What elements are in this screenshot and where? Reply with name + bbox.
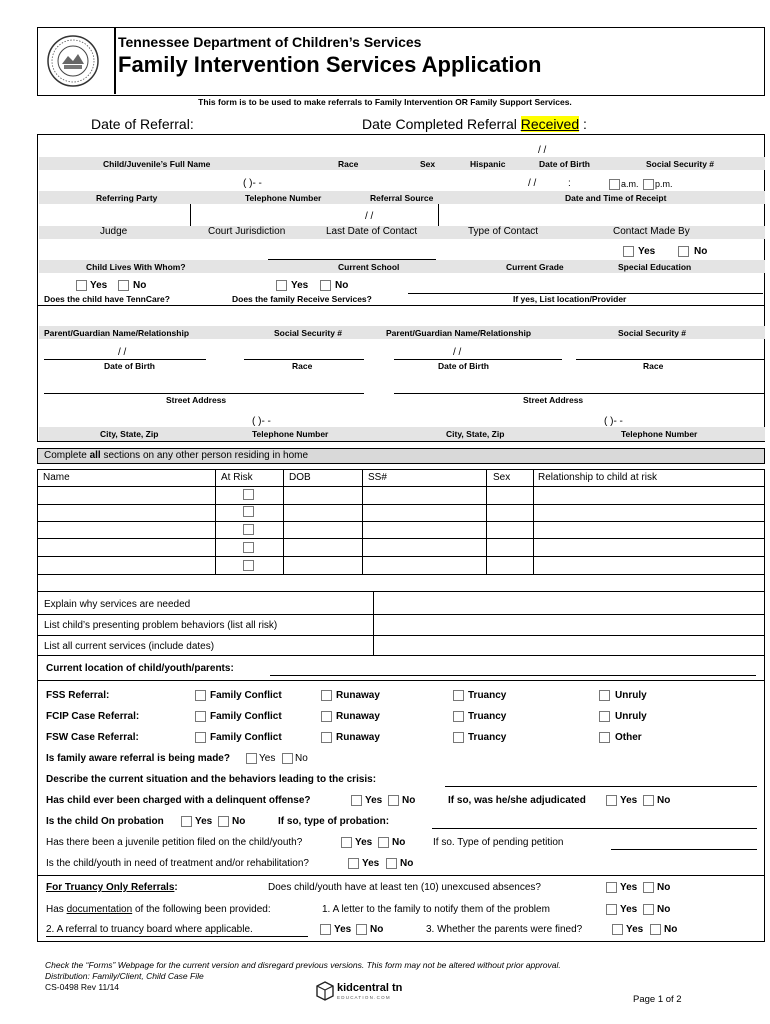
fcip-runaway-checkbox[interactable] <box>321 711 332 722</box>
behaviors-label: List child’s presenting problem behaviors (list all risk) <box>44 620 278 631</box>
page-number: Page 1 of 2 <box>633 994 682 1005</box>
household-caption: Complete all sections on any other person residing in home <box>44 450 309 461</box>
absences-no-label: No <box>657 882 671 893</box>
type-contact-label: Type of Contact <box>468 226 539 237</box>
form-title: Family Intervention Services Application <box>118 52 542 77</box>
at-risk-checkbox-4[interactable] <box>243 542 254 553</box>
fined-yes-label: Yes <box>626 924 644 935</box>
col-dob: DOB <box>289 472 311 483</box>
family-services-yes-label: Yes <box>291 280 309 291</box>
fsw-other-label: Other <box>615 732 642 743</box>
family-aware-no-label: No <box>295 753 308 764</box>
petition-yes-label: Yes <box>355 837 373 848</box>
probation-yes-label: Yes <box>195 816 213 827</box>
kidcentral-cube-icon <box>316 981 334 1001</box>
fined-no-checkbox[interactable] <box>650 924 661 935</box>
fcip-unruly-label: Unruly <box>615 711 647 722</box>
state-seal-icon <box>46 34 100 88</box>
pm-label: p.m. <box>655 179 673 189</box>
contact-made-by-label: Contact Made By <box>613 226 690 237</box>
tenncare-yes-checkbox[interactable] <box>76 280 87 291</box>
tenncare-no-checkbox[interactable] <box>118 280 129 291</box>
last-contact-slashes: / / <box>365 211 374 222</box>
date-time-receipt-label: Date and Time of Receipt <box>565 193 667 203</box>
probation-no-label: No <box>232 816 246 827</box>
kidcentral-logo-subtext: E D U C A T I O N . C O M <box>337 995 390 1000</box>
form-header <box>37 27 765 96</box>
child-info-section <box>37 134 765 442</box>
fsw-runaway-checkbox[interactable] <box>321 732 332 743</box>
child-full-name-label: Child/Juvenile’s Full Name <box>103 159 211 169</box>
treatment-yes-label: Yes <box>362 858 380 869</box>
col-name: Name <box>43 472 70 483</box>
date-completed-label: Date Completed Referral Received : <box>362 116 587 132</box>
fsw-referral-label: FSW Case Referral: <box>46 732 139 743</box>
fss-runaway-checkbox[interactable] <box>321 690 332 701</box>
fsw-family-conflict-checkbox[interactable] <box>195 732 206 743</box>
adjudicated-yes-checkbox[interactable] <box>606 795 617 806</box>
board-no-label: No <box>370 924 384 935</box>
family-services-label: Does the family Receive Services? <box>232 294 372 304</box>
board-yes-label: Yes <box>334 924 352 935</box>
special-ed-no-checkbox[interactable] <box>678 246 689 257</box>
tenncare-no-label: No <box>133 280 147 291</box>
col-at-risk: At Risk <box>221 472 253 483</box>
probation-label: Is the child On probation <box>46 816 164 827</box>
footer-distribution: Distribution: Family/Client, Child Case File <box>45 971 204 981</box>
documentation-label: Has documentation of the following been provided: <box>46 904 271 915</box>
parent2-name-label: Parent/Guardian Name/Relationship <box>386 328 532 338</box>
at-risk-checkbox-5[interactable] <box>243 560 254 571</box>
current-location-label: Current location of child/youth/parents: <box>46 663 234 674</box>
am-label: a.m. <box>621 179 639 189</box>
receipt-time-colon: : <box>568 178 571 189</box>
table-row <box>37 538 765 539</box>
sex-label: Sex <box>420 159 436 169</box>
petition-no-label: No <box>392 837 406 848</box>
letter-yes-checkbox[interactable] <box>606 904 617 915</box>
referral-section <box>37 656 765 942</box>
fsw-truancy-label: Truancy <box>468 732 507 743</box>
fss-family-conflict-label: Family Conflict <box>210 690 282 701</box>
parent2-phone-mask: ( )- - <box>604 416 623 427</box>
dob-label: Date of Birth <box>539 159 590 169</box>
household-caption-bar <box>37 448 765 464</box>
col-ssn: SS# <box>368 472 387 483</box>
special-ed-yes-checkbox[interactable] <box>623 246 634 257</box>
board-no-checkbox[interactable] <box>356 924 367 935</box>
letter-no-checkbox[interactable] <box>643 904 654 915</box>
absences-label: Does child/youth have at least ten (10) unexcused absences? <box>268 882 541 893</box>
charged-yes-checkbox[interactable] <box>351 795 362 806</box>
fss-truancy-label: Truancy <box>468 690 507 701</box>
petition-type-label: If so. Type of pending petition <box>433 837 564 848</box>
lives-with-label: Child Lives With Whom? <box>86 262 186 272</box>
charged-label: Has child ever been charged with a delinquent offense? <box>46 795 311 806</box>
parent1-dob-slashes: / / <box>118 347 127 358</box>
parent2-ssn-label: Social Security # <box>618 328 687 338</box>
fcip-runaway-label: Runaway <box>336 711 380 722</box>
petition-no-checkbox[interactable] <box>378 837 389 848</box>
table-row <box>37 504 765 505</box>
form-code: CS-0498 Rev 11/14 <box>45 982 120 992</box>
explain-section <box>37 591 765 656</box>
fcip-family-conflict-checkbox[interactable] <box>195 711 206 722</box>
charged-yes-label: Yes <box>365 795 383 806</box>
family-services-no-label: No <box>335 280 349 291</box>
board-yes-checkbox[interactable] <box>320 924 331 935</box>
referring-party-label: Referring Party <box>96 193 158 203</box>
tenncare-yes-label: Yes <box>90 280 108 291</box>
phone-mask: ( )- - <box>243 178 262 189</box>
special-ed-label: Special Education <box>618 262 692 272</box>
date-completed-field[interactable] <box>320 116 660 135</box>
charged-no-checkbox[interactable] <box>388 795 399 806</box>
fsw-truancy-checkbox[interactable] <box>453 732 464 743</box>
current-school-label: Current School <box>338 262 400 272</box>
absences-yes-label: Yes <box>620 882 638 893</box>
petition-yes-checkbox[interactable] <box>341 837 352 848</box>
kidcentral-logo <box>316 981 426 1005</box>
describe-label: Describe the current situation and the behaviors leading to the crisis: <box>46 774 377 785</box>
fsw-other-checkbox[interactable] <box>599 732 610 743</box>
treatment-no-checkbox[interactable] <box>386 858 397 869</box>
table-row <box>37 574 765 575</box>
col-sex: Sex <box>493 472 511 483</box>
parent1-race-label: Race <box>292 361 313 371</box>
date-of-referral-field[interactable] <box>45 116 261 135</box>
family-services-no-checkbox[interactable] <box>320 280 331 291</box>
adjudicated-label: If so, was he/she adjudicated <box>448 795 586 806</box>
fss-unruly-label: Unruly <box>615 690 647 701</box>
charged-no-label: No <box>402 795 416 806</box>
fsw-family-conflict-label: Family Conflict <box>210 732 282 743</box>
footer-notice: Check the “Forms” Webpage for the current version and disregard previous versions. This form may not be altered without prior approval. <box>45 960 561 970</box>
referral-source-label: Referral Source <box>370 193 434 203</box>
explain-why-label: Explain why services are needed <box>44 599 191 610</box>
fined-label: 3. Whether the parents were fined? <box>426 924 583 935</box>
parent2-city-label: City, State, Zip <box>446 429 505 439</box>
treatment-no-label: No <box>400 858 414 869</box>
absences-yes-checkbox[interactable] <box>606 882 617 893</box>
fss-runaway-label: Runaway <box>336 690 380 701</box>
probation-type-label: If so, type of probation: <box>278 816 390 827</box>
parent2-dob-label: Date of Birth <box>438 361 489 371</box>
probation-no-checkbox[interactable] <box>218 816 229 827</box>
kidcentral-logo-text: kidcentral tn <box>337 982 403 994</box>
parent1-phone-label: Telephone Number <box>252 429 329 439</box>
special-ed-yes-label: Yes <box>638 246 656 257</box>
fcip-family-conflict-label: Family Conflict <box>210 711 282 722</box>
form-subtitle: This form is to be used to make referrals to Family Intervention OR Family Support Services. <box>198 97 572 107</box>
treatment-label: Is the child/youth in need of treatment and/or rehabilitation? <box>46 858 309 869</box>
table-row <box>37 556 765 557</box>
pm-checkbox[interactable] <box>643 179 654 190</box>
am-checkbox[interactable] <box>609 179 620 190</box>
current-grade-label: Current Grade <box>506 262 564 272</box>
at-risk-checkbox-2[interactable] <box>243 506 254 517</box>
dob-slashes: / / <box>538 145 547 156</box>
family-aware-label: Is family aware referral is being made? <box>46 753 230 764</box>
parent1-dob-label: Date of Birth <box>104 361 155 371</box>
family-aware-no-checkbox[interactable] <box>282 753 293 764</box>
hispanic-label: Hispanic <box>470 159 506 169</box>
letter-label: 1. A letter to the family to notify them of the problem <box>322 904 550 915</box>
adjudicated-yes-label: Yes <box>620 795 638 806</box>
table-row <box>37 521 765 522</box>
fss-referral-label: FSS Referral: <box>46 690 110 701</box>
parent1-street-label: Street Address <box>166 395 227 405</box>
date-of-referral-label: Date of Referral: <box>91 116 194 132</box>
parent2-phone-label: Telephone Number <box>621 429 698 439</box>
letter-no-label: No <box>657 904 671 915</box>
receipt-date-slashes: / / <box>528 178 537 189</box>
last-date-contact-label: Last Date of Contact <box>326 226 418 237</box>
court-jurisdiction-label: Court Jurisdiction <box>208 226 286 237</box>
current-services-label: List all current services (include dates) <box>44 641 215 652</box>
ssn-label: Social Security # <box>646 159 715 169</box>
family-services-yes-checkbox[interactable] <box>276 280 287 291</box>
probation-yes-checkbox[interactable] <box>181 816 192 827</box>
fcip-truancy-checkbox[interactable] <box>453 711 464 722</box>
fss-family-conflict-checkbox[interactable] <box>195 690 206 701</box>
parent1-phone-mask: ( )- - <box>252 416 271 427</box>
tenncare-label: Does the child have TennCare? <box>44 294 170 304</box>
judge-label: Judge <box>100 226 128 237</box>
household-table <box>37 464 765 591</box>
telephone-label: Telephone Number <box>245 193 322 203</box>
parent2-street-label: Street Address <box>523 395 584 405</box>
race-label: Race <box>338 159 359 169</box>
absences-no-checkbox[interactable] <box>643 882 654 893</box>
family-aware-yes-checkbox[interactable] <box>246 753 257 764</box>
fcip-unruly-checkbox[interactable] <box>599 711 610 722</box>
col-relationship: Relationship to child at risk <box>538 472 657 483</box>
at-risk-checkbox-1[interactable] <box>243 489 254 500</box>
parent2-race-label: Race <box>643 361 664 371</box>
parent2-dob-slashes: / / <box>453 347 462 358</box>
at-risk-checkbox-3[interactable] <box>243 524 254 535</box>
truancy-heading: For Truancy Only Referrals: <box>46 882 178 893</box>
adjudicated-no-checkbox[interactable] <box>643 795 654 806</box>
parent1-ssn-label: Social Security # <box>274 328 343 338</box>
family-aware-yes-label: Yes <box>259 753 276 764</box>
last-location-label: If yes, List location/Provider <box>513 294 627 304</box>
adjudicated-no-label: No <box>657 795 671 806</box>
parent1-city-label: City, State, Zip <box>100 429 159 439</box>
petition-label: Has there been a juvenile petition filed on the child/youth? <box>46 837 303 848</box>
department-name: Tennessee Department of Children’s Services <box>118 34 422 50</box>
fss-truancy-checkbox[interactable] <box>453 690 464 701</box>
special-ed-no-label: No <box>694 246 708 257</box>
fined-yes-checkbox[interactable] <box>612 924 623 935</box>
treatment-yes-checkbox[interactable] <box>348 858 359 869</box>
fcip-referral-label: FCIP Case Referral: <box>46 711 140 722</box>
fcip-truancy-label: Truancy <box>468 711 507 722</box>
board-label: 2. A referral to truancy board where applicable. <box>46 924 253 935</box>
fined-no-label: No <box>664 924 678 935</box>
parent1-name-label: Parent/Guardian Name/Relationship <box>44 328 190 338</box>
fsw-runaway-label: Runaway <box>336 732 380 743</box>
fss-unruly-checkbox[interactable] <box>599 690 610 701</box>
letter-yes-label: Yes <box>620 904 638 915</box>
